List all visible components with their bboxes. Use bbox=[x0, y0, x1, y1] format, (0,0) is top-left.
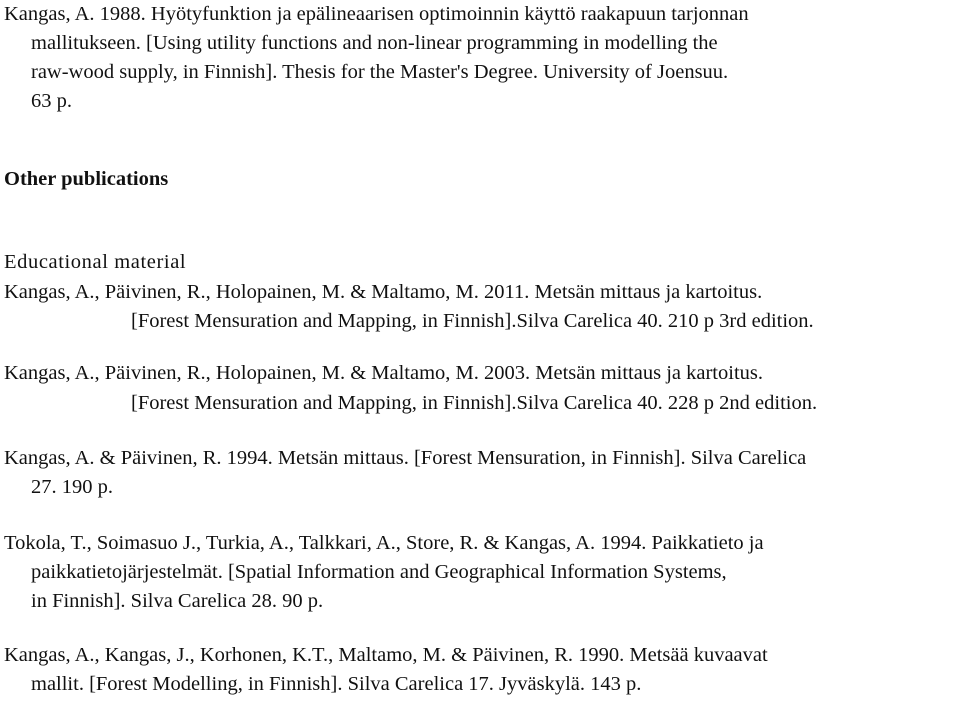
reference-line: paikkatietojärjestelmät. [Spatial Information and Geographical Information Systems, bbox=[31, 561, 727, 583]
reference-line: Kangas, A., Päivinen, R., Holopainen, M. & Maltamo, M. 2011. Metsän mittaus ja kartoitus. bbox=[4, 281, 763, 303]
reference-line: 63 p. bbox=[31, 90, 72, 112]
reference-line: 27. 190 p. bbox=[31, 476, 113, 498]
reference-line: Kangas, A., Kangas, J., Korhonen, K.T., Maltamo, M. & Päivinen, R. 1990. Metsää kuvaavat bbox=[4, 644, 768, 666]
subsection-heading: Educational material bbox=[4, 251, 187, 273]
reference-line: Kangas, A. & Päivinen, R. 1994. Metsän mittaus. [Forest Mensuration, in Finnish]. Silva Carelica bbox=[4, 447, 807, 469]
reference-line: in Finnish]. Silva Carelica 28. 90 p. bbox=[31, 590, 324, 612]
reference-line: [Forest Mensuration and Mapping, in Finnish].Silva Carelica 40. 228 p 2nd edition. bbox=[131, 392, 818, 414]
section-heading: Other publications bbox=[4, 168, 169, 190]
reference-line: Kangas, A., Päivinen, R., Holopainen, M. & Maltamo, M. 2003. Metsän mittaus ja kartoitus. bbox=[4, 362, 763, 384]
reference-line: Kangas, A. 1988. Hyötyfunktion ja epälineaarisen optimoinnin käyttö raakapuun tarjonnan bbox=[4, 3, 749, 25]
reference-line: raw-wood supply, in Finnish]. Thesis for the Master's Degree. University of Joensuu. bbox=[31, 61, 729, 83]
reference-line: [Forest Mensuration and Mapping, in Finnish].Silva Carelica 40. 210 p 3rd edition. bbox=[131, 310, 814, 332]
reference-line: mallit. [Forest Modelling, in Finnish]. Silva Carelica 17. Jyväskylä. 143 p. bbox=[31, 673, 642, 695]
reference-line: mallitukseen. [Using utility functions and non-linear programming in modelling the bbox=[31, 32, 718, 54]
reference-line: Tokola, T., Soimasuo J., Turkia, A., Talkkari, A., Store, R. & Kangas, A. 1994. Paikkatieto ja bbox=[4, 532, 764, 554]
